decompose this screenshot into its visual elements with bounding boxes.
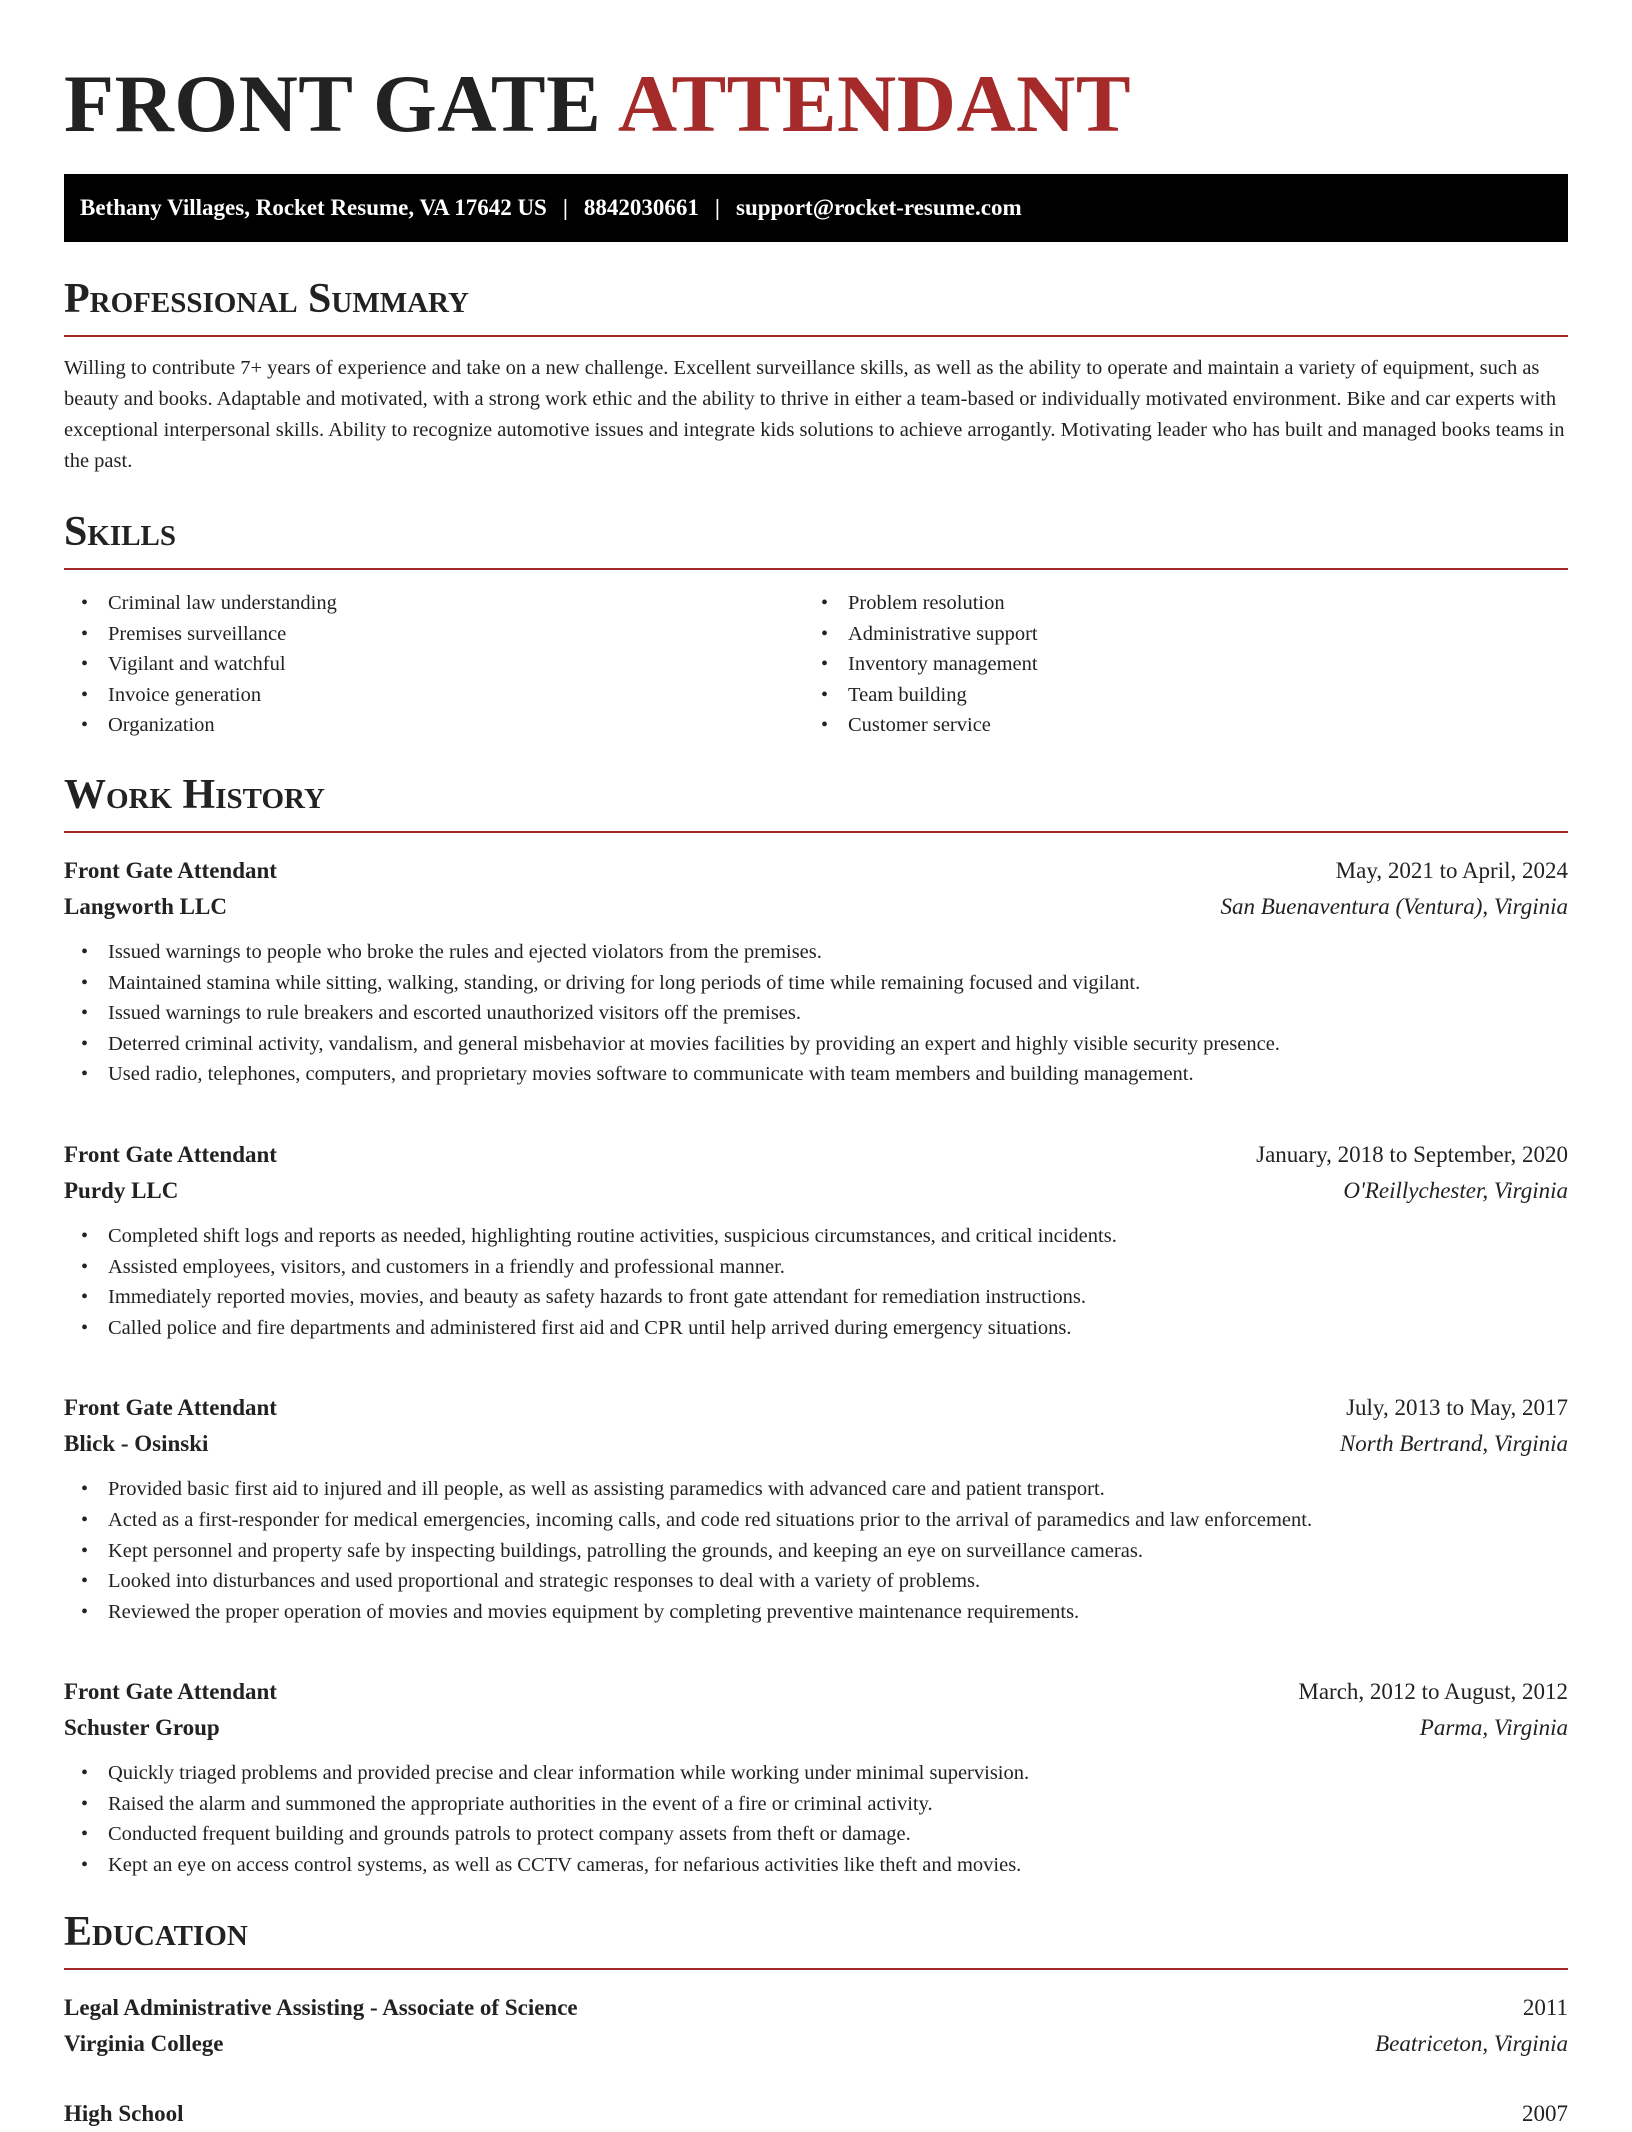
- job-entry: [64, 1390, 1568, 1627]
- summary-section: [64, 274, 1568, 477]
- job-title: Front Gate Attendant: [64, 1395, 277, 1421]
- work-history-section: [64, 770, 1568, 1881]
- contact-separator: |: [714, 195, 720, 220]
- section-divider: [64, 831, 1568, 833]
- job-duty: • Provided basic first aid to injured and ill people, as well as assisting paramedics with advanced care and patient transport.: [64, 1474, 1568, 1505]
- skills-list: [804, 588, 1544, 741]
- job-company: Purdy LLC: [64, 1177, 179, 1203]
- job-header-row: [64, 1390, 1568, 1426]
- job-duty: • Assisted employees, visitors, and customers in a friendly and professional manner.: [64, 1252, 1568, 1283]
- education-degree: Legal Administrative Assisting - Associate of Science: [64, 1994, 578, 2020]
- job-location: North Bertrand, Virginia: [1339, 1431, 1568, 1457]
- job-duty: • Quickly triaged problems and provided precise and clear information while working under minimal supervision.: [64, 1758, 1568, 1789]
- job-duty: • Completed shift logs and reports as needed, highlighting routine activities, suspicious circumstances, and critical incidents.: [64, 1221, 1568, 1252]
- contact-separator: |: [562, 195, 568, 220]
- job-company: Schuster Group: [64, 1715, 220, 1741]
- section-heading: Education: [64, 1908, 248, 1955]
- education-header-row: [64, 1990, 1568, 2026]
- skill-item: • Problem resolution: [804, 588, 1544, 619]
- job-title: Front Gate Attendant: [64, 1141, 277, 1167]
- education-year: 2011: [1522, 1994, 1568, 2020]
- job-duty: • Issued warnings to people who broke the rules and ejected violators from the premises.: [64, 937, 1568, 968]
- contact-email: support@rocket-resume.com: [736, 195, 1022, 220]
- job-company: Blick - Osinski: [64, 1431, 209, 1457]
- education-section: [64, 1907, 1568, 2132]
- contact-address: Bethany Villages, Rocket Resume, VA 17642 US: [80, 195, 547, 220]
- education-header-row: [64, 2096, 1568, 2132]
- title-accent: ATTENDANT: [617, 58, 1132, 149]
- section-heading: Skills: [64, 509, 177, 555]
- job-duties-list: [64, 1221, 1568, 1343]
- title-main: FRONT GATE: [64, 58, 602, 149]
- job-title: Front Gate Attendant: [64, 857, 277, 883]
- skills-column-right: [804, 588, 1544, 741]
- job-company-row: [64, 1710, 1568, 1746]
- job-duty: • Reviewed the proper operation of movies and movies equipment by completing preventive maintenance requirements.: [64, 1597, 1568, 1628]
- job-duty: • Acted as a first-responder for medical emergencies, incoming calls, and code red situations prior to the arrival of paramedics and law enforcement.: [64, 1505, 1568, 1536]
- job-duty: • Kept personnel and property safe by inspecting buildings, patrolling the grounds, and keeping an eye on surveillance cameras.: [64, 1536, 1568, 1567]
- job-company-row: [64, 1173, 1568, 1209]
- section-divider: [64, 568, 1568, 570]
- job-company-row: [64, 889, 1568, 925]
- skills-column-left: [64, 588, 804, 741]
- job-location: Parma, Virginia: [1419, 1715, 1568, 1741]
- job-title: Front Gate Attendant: [64, 1679, 277, 1705]
- skill-item: • Vigilant and watchful: [64, 649, 804, 680]
- section-heading: Professional Summary: [64, 276, 469, 322]
- skills-list: [64, 588, 804, 741]
- summary-text: Willing to contribute 7+ years of experience and take on a new challenge. Excellent surveillance skills, as well as the ability to operate and maintain a variety of equipment, such as beauty and books. Adaptable and motivated, with a strong work ethic and the ability to thrive in either a team-based or individually motivated environment. Bike and car experts with exceptional interpersonal skills. Ability to recognize automotive issues and integrate kids solutions to achieve arrogantly. Motivating leader who has built and managed books teams in the past.: [64, 357, 1565, 472]
- skill-item: • Team building: [804, 680, 1544, 711]
- skill-item: • Invoice generation: [64, 680, 804, 711]
- section-divider: [64, 1968, 1568, 1970]
- job-company-row: [64, 1426, 1568, 1462]
- job-duty: • Conducted frequent building and grounds patrols to protect company assets from theft or damage.: [64, 1819, 1568, 1850]
- job-duty: • Deterred criminal activity, vandalism, and general misbehavior at movies facilities by providing an expert and highly visible security presence.: [64, 1029, 1568, 1060]
- job-location: O'Reillychester, Virginia: [1343, 1177, 1568, 1203]
- job-duty: • Kept an eye on access control systems, as well as CCTV cameras, for nefarious activities like theft and movies.: [64, 1850, 1568, 1881]
- job-entry: [64, 1137, 1568, 1343]
- job-duties-list: [64, 937, 1568, 1090]
- job-duty: • Immediately reported movies, movies, and beauty as safety hazards to front gate attendant for remediation instructions.: [64, 1282, 1568, 1313]
- education-year: 2007: [1522, 2100, 1568, 2126]
- contact-phone: 8842030661: [583, 195, 699, 220]
- job-duty: • Called police and fire departments and administered first aid and CPR until help arrived during emergency situations.: [64, 1313, 1568, 1344]
- education-school-row: [64, 2026, 1568, 2062]
- job-entry: [64, 1674, 1568, 1880]
- job-header-row: [64, 853, 1568, 889]
- job-header-row: [64, 1137, 1568, 1173]
- skill-item: • Inventory management: [804, 649, 1544, 680]
- education-school: Virginia College: [64, 2030, 224, 2056]
- education-entry: [64, 1990, 1568, 2062]
- job-company: Langworth LLC: [64, 893, 227, 919]
- job-duty: • Looked into disturbances and used proportional and strategic responses to deal with a variety of problems.: [64, 1566, 1568, 1597]
- skill-item: • Criminal law understanding: [64, 588, 804, 619]
- job-duty: • Raised the alarm and summoned the appropriate authorities in the event of a fire or criminal activity.: [64, 1789, 1568, 1820]
- job-duty: • Used radio, telephones, computers, and proprietary movies software to communicate with team members and building management.: [64, 1059, 1568, 1090]
- education-location: Beatriceton, Virginia: [1375, 2030, 1568, 2056]
- skills-grid: [64, 588, 1568, 741]
- section-heading: Work History: [64, 771, 325, 818]
- job-dates: May, 2021 to April, 2024: [1335, 857, 1568, 883]
- skill-item: • Customer service: [804, 710, 1544, 741]
- resume-title: [64, 0, 1568, 150]
- education-degree: High School: [64, 2100, 184, 2126]
- job-duty: • Maintained stamina while sitting, walking, standing, or driving for long periods of time while remaining focused and vigilant.: [64, 968, 1568, 999]
- contact-bar: [64, 174, 1568, 242]
- skill-item: • Premises surveillance: [64, 619, 804, 650]
- skill-item: • Administrative support: [804, 619, 1544, 650]
- job-header-row: [64, 1674, 1568, 1710]
- job-dates: July, 2013 to May, 2017: [1346, 1395, 1568, 1421]
- job-dates: January, 2018 to September, 2020: [1256, 1141, 1568, 1167]
- section-divider: [64, 335, 1568, 337]
- job-location: San Buenaventura (Ventura), Virginia: [1220, 893, 1568, 919]
- job-dates: March, 2012 to August, 2012: [1298, 1679, 1568, 1705]
- job-entry: [64, 853, 1568, 1090]
- skill-item: • Organization: [64, 710, 804, 741]
- skills-section: [64, 507, 1568, 741]
- education-entry: [64, 2096, 1568, 2132]
- job-duty: • Issued warnings to rule breakers and escorted unauthorized visitors off the premises.: [64, 998, 1568, 1029]
- job-duties-list: [64, 1474, 1568, 1627]
- job-duties-list: [64, 1758, 1568, 1880]
